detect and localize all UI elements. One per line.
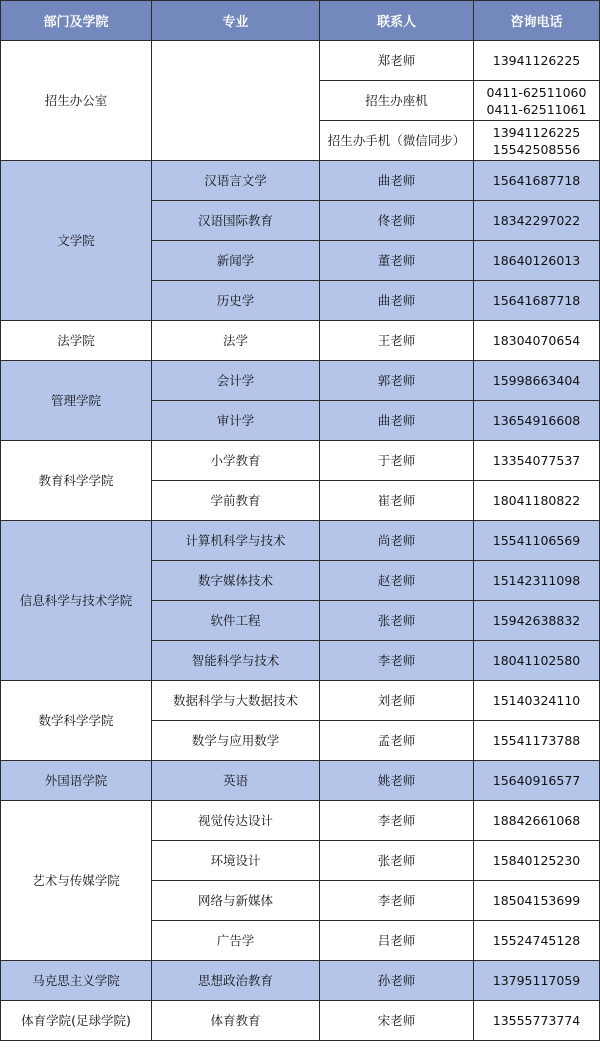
dept-cell: 体育学院(足球学院) (1, 1001, 152, 1041)
phone-number: 15840125230 (492, 853, 581, 868)
phone-cell (474, 601, 600, 641)
phone-cell (474, 961, 600, 1001)
contact-cell: 宋老师 (320, 1001, 474, 1041)
phone-number: 15541106569 (492, 533, 581, 548)
phone-cell (474, 441, 600, 481)
dept-cell: 教育科学学院 (1, 441, 152, 521)
major-cell: 视觉传达设计 (152, 801, 320, 841)
table-row (1, 761, 600, 801)
major-cell: 审计学 (152, 401, 320, 441)
contact-cell: 尚老师 (320, 521, 474, 561)
contact-cell: 吕老师 (320, 921, 474, 961)
phone-number: 18041102580 (492, 653, 581, 668)
contact-cell: 崔老师 (320, 481, 474, 521)
contact-cell: 曲老师 (320, 281, 474, 321)
contact-cell: 孙老师 (320, 961, 474, 1001)
phone-number: 15998663404 (492, 373, 581, 388)
major-cell: 法学 (152, 321, 320, 361)
phone-cell (474, 41, 600, 81)
phone-number: 18342297022 (492, 213, 581, 228)
contact-cell: 曲老师 (320, 161, 474, 201)
contact-cell: 张老师 (320, 841, 474, 881)
phone-number: 0411-62511060 (486, 84, 587, 100)
major-cell: 新闻学 (152, 241, 320, 281)
dept-cell: 数学科学学院 (1, 681, 152, 761)
phone-number: 15640916577 (492, 773, 581, 788)
phone-number: 13555773774 (492, 1013, 581, 1028)
table-row (1, 441, 600, 481)
phone-number: 18842661068 (492, 813, 581, 828)
contact-cell: 董老师 (320, 241, 474, 281)
major-cell: 汉语国际教育 (152, 201, 320, 241)
major-cell: 数学与应用数学 (152, 721, 320, 761)
major-cell: 历史学 (152, 281, 320, 321)
phone-cell (474, 361, 600, 401)
phone-number: 15641687718 (492, 293, 581, 308)
phone-cell (474, 201, 600, 241)
contact-cell: 李老师 (320, 641, 474, 681)
major-cell: 智能科学与技术 (152, 641, 320, 681)
dept-cell: 管理学院 (1, 361, 152, 441)
dept-cell: 外国语学院 (1, 761, 152, 801)
phone-cell (474, 841, 600, 881)
dept-cell: 艺术与传媒学院 (1, 801, 152, 961)
contact-cell: 郭老师 (320, 361, 474, 401)
contact-cell: 孟老师 (320, 721, 474, 761)
major-cell: 体育教育 (152, 1001, 320, 1041)
phone-cell (474, 761, 600, 801)
phone-number: 15942638832 (492, 613, 581, 628)
phone-cell (474, 401, 600, 441)
contact-cell: 于老师 (320, 441, 474, 481)
table-row (1, 961, 600, 1001)
phone-cell (474, 81, 600, 121)
phone-cell (474, 681, 600, 721)
contact-cell: 姚老师 (320, 761, 474, 801)
major-cell: 英语 (152, 761, 320, 801)
phone-cell (474, 921, 600, 961)
phone-cell (474, 641, 600, 681)
phone-number: 13354077537 (492, 453, 581, 468)
phone-cell (474, 321, 600, 361)
table-row (1, 161, 600, 201)
major-cell: 软件工程 (152, 601, 320, 641)
phone-cell (474, 481, 600, 521)
contact-cell: 曲老师 (320, 401, 474, 441)
contact-cell: 张老师 (320, 601, 474, 641)
phone-cell (474, 721, 600, 761)
phone-cell (474, 241, 600, 281)
contact-cell: 招生办手机（微信同步） (320, 121, 474, 161)
phone-number: 18304070654 (492, 333, 581, 348)
phone-cell (474, 521, 600, 561)
table-row (1, 1001, 600, 1041)
major-cell: 会计学 (152, 361, 320, 401)
major-cell (152, 41, 320, 161)
phone-cell (474, 561, 600, 601)
major-cell: 网络与新媒体 (152, 881, 320, 921)
major-cell: 学前教育 (152, 481, 320, 521)
phone-number: 13941126225 (492, 53, 581, 68)
phone-number: 15140324110 (492, 693, 581, 708)
contact-cell: 李老师 (320, 881, 474, 921)
header-dept: 部门及学院 (1, 1, 152, 41)
contact-cell: 赵老师 (320, 561, 474, 601)
header-row (1, 1, 600, 41)
phone-number: 0411-62511061 (486, 101, 587, 117)
major-cell: 思想政治教育 (152, 961, 320, 1001)
phone-number: 13654916608 (492, 413, 581, 428)
major-cell: 环境设计 (152, 841, 320, 881)
phone-number: 15542508556 (492, 141, 581, 157)
header-contact: 联系人 (320, 1, 474, 41)
dept-cell: 法学院 (1, 321, 152, 361)
major-cell: 小学教育 (152, 441, 320, 481)
table-row (1, 321, 600, 361)
contact-cell: 佟老师 (320, 201, 474, 241)
phone-number: 15142311098 (492, 573, 581, 588)
table-row (1, 41, 600, 81)
phone-number: 15641687718 (492, 173, 581, 188)
phone-number: 18504153699 (492, 893, 581, 908)
contact-cell: 刘老师 (320, 681, 474, 721)
phone-cell (474, 801, 600, 841)
header-phone: 咨询电话 (474, 1, 600, 41)
contact-cell: 王老师 (320, 321, 474, 361)
phone-cell (474, 281, 600, 321)
phone-number: 15541173788 (492, 733, 581, 748)
contact-cell: 李老师 (320, 801, 474, 841)
contact-cell: 招生办座机 (320, 81, 474, 121)
dept-cell: 马克思主义学院 (1, 961, 152, 1001)
phone-number: 18640126013 (492, 253, 581, 268)
contact-cell: 郑老师 (320, 41, 474, 81)
phone-number: 13941126225 (492, 124, 581, 140)
phone-number: 15524745128 (492, 933, 581, 948)
dept-cell: 文学院 (1, 161, 152, 321)
phone-number: 18041180822 (492, 493, 581, 508)
major-cell: 汉语言文学 (152, 161, 320, 201)
major-cell: 数字媒体技术 (152, 561, 320, 601)
major-cell: 广告学 (152, 921, 320, 961)
header-major: 专业 (152, 1, 320, 41)
phone-cell (474, 161, 600, 201)
table-row (1, 681, 600, 721)
major-cell: 计算机科学与技术 (152, 521, 320, 561)
major-cell: 数据科学与大数据技术 (152, 681, 320, 721)
table-row (1, 361, 600, 401)
phone-cell (474, 121, 600, 161)
phone-cell (474, 1001, 600, 1041)
table-row (1, 521, 600, 561)
dept-cell: 招生办公室 (1, 41, 152, 161)
phone-cell (474, 881, 600, 921)
phone-number: 13795117059 (492, 973, 581, 988)
dept-cell: 信息科学与技术学院 (1, 521, 152, 681)
table-row (1, 801, 600, 841)
